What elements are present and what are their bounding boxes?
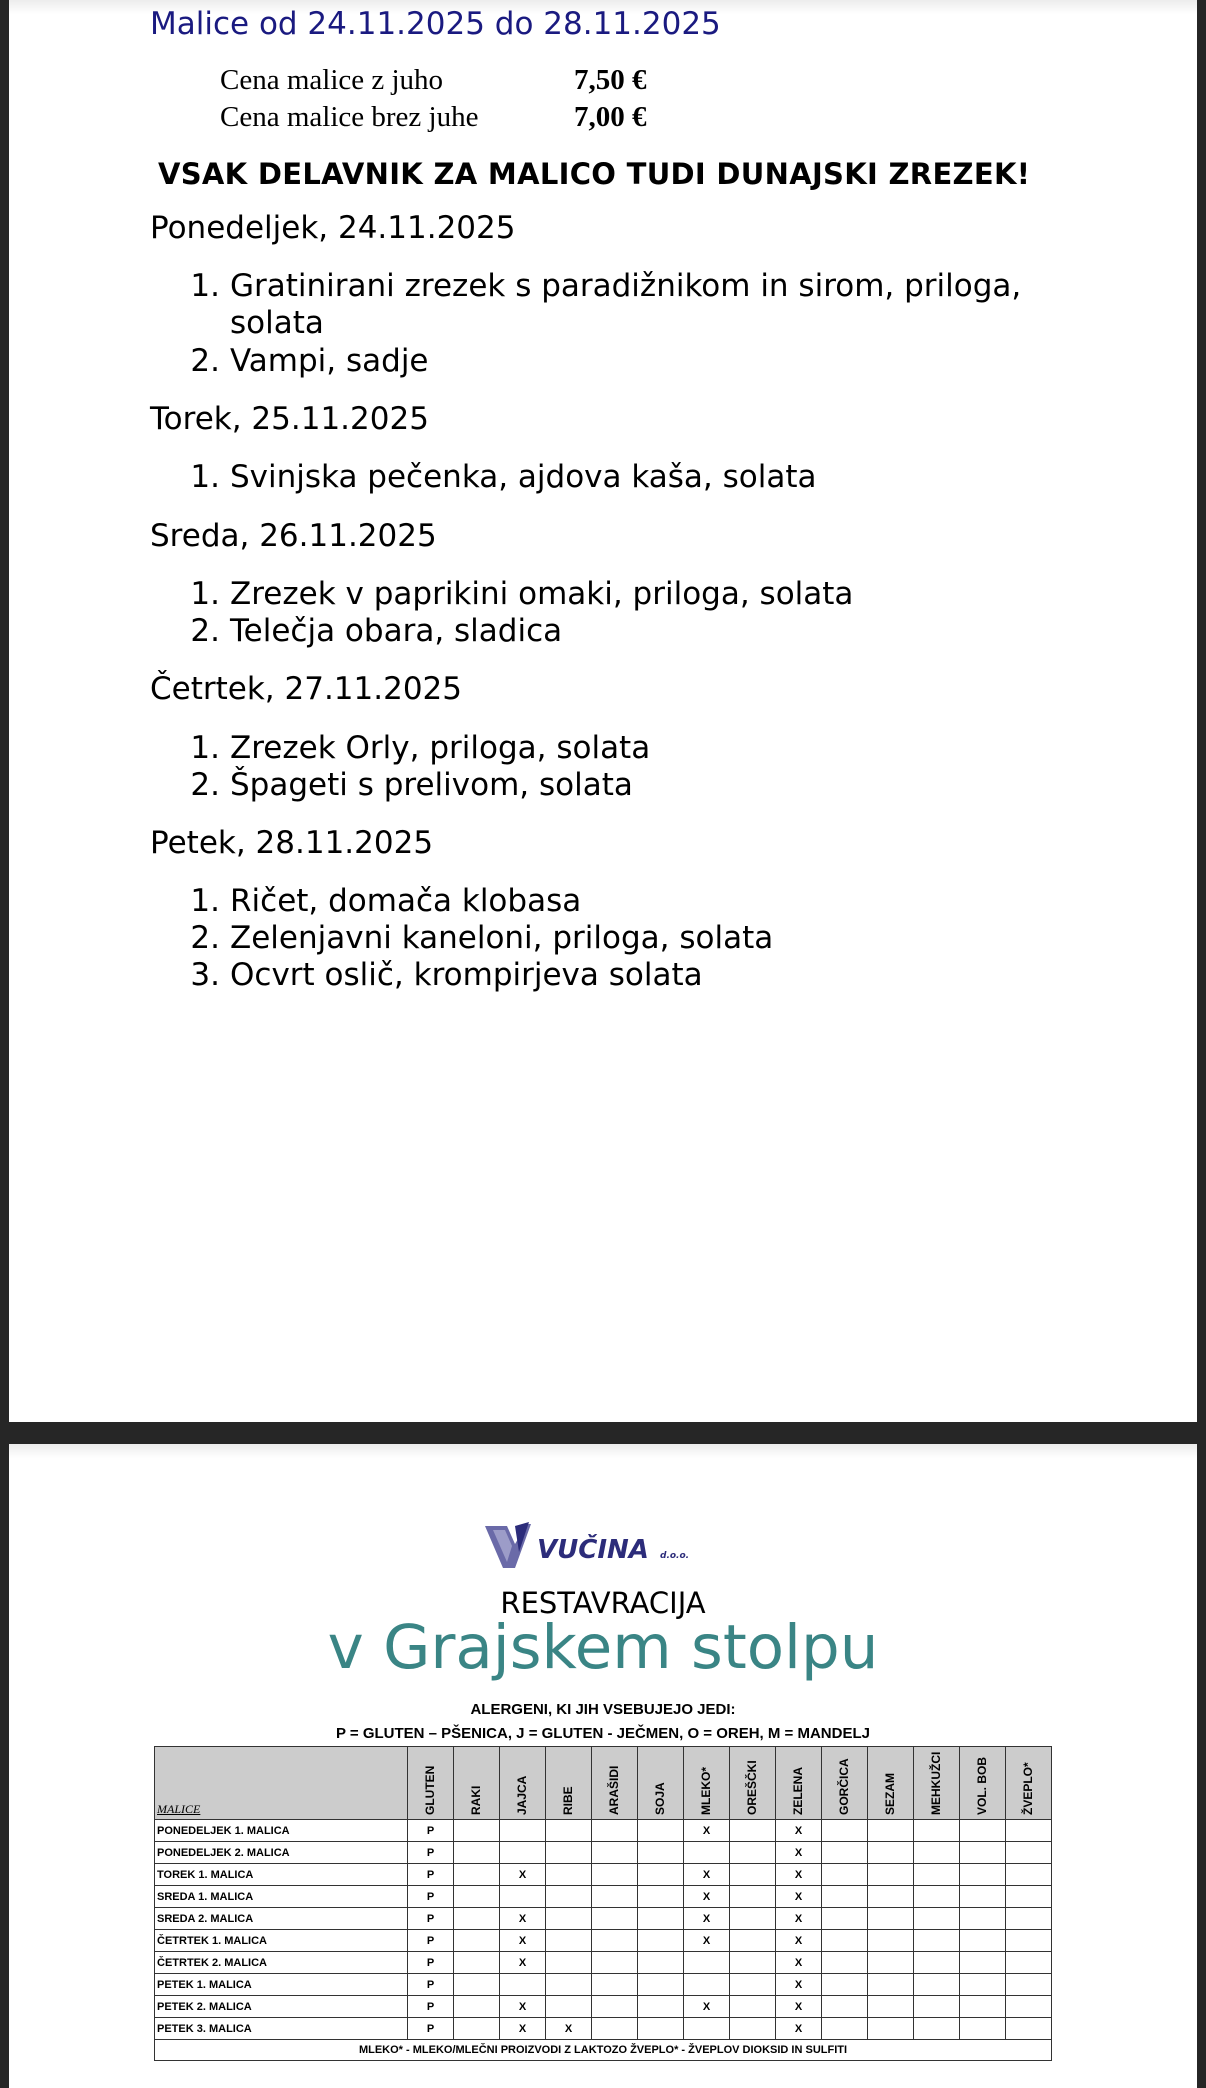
allergen-cell (868, 1842, 914, 1864)
allergen-cell: P (408, 1886, 454, 1908)
allergen-cell: X (776, 1974, 822, 1996)
allergen-cell (1006, 1930, 1052, 1952)
item-text: Špageti s prelivom, solata (230, 767, 633, 803)
allergen-cell (638, 1974, 684, 1996)
col-raki: RAKI (454, 1747, 500, 1820)
allergen-cell: X (776, 1930, 822, 1952)
allergen-cell: X (776, 1842, 822, 1864)
allergen-cell (454, 1820, 500, 1842)
allergen-cell (914, 1952, 960, 1974)
row-label: SREDA 2. MALICA (155, 1908, 408, 1930)
allergen-cell (914, 1820, 960, 1842)
row-label: SREDA 1. MALICA (155, 1886, 408, 1908)
allergen-cell (730, 1952, 776, 1974)
allergen-cell (546, 1842, 592, 1864)
allergen-cell: X (684, 1996, 730, 2018)
allergen-cell (822, 1908, 868, 1930)
col-sezam: SEZAM (868, 1747, 914, 1820)
item-text: Svinjska pečenka, ajdova kaša, solata (230, 459, 817, 495)
allergen-cell (454, 1930, 500, 1952)
allergen-cell: X (776, 1886, 822, 1908)
col-orescki: OREŠČKI (730, 1747, 776, 1820)
allergen-cell (822, 1974, 868, 1996)
allergen-cell: X (500, 1864, 546, 1886)
allergen-cell (868, 1952, 914, 1974)
item-text: Ričet, domača klobasa (230, 883, 582, 919)
allergen-cell (730, 1996, 776, 2018)
allergen-cell (684, 1974, 730, 1996)
allergen-cell (592, 1908, 638, 1930)
allergen-cell (546, 1952, 592, 1974)
allergen-cell: X (776, 1820, 822, 1842)
allergen-cell: X (500, 2018, 546, 2040)
allergen-cell (454, 2018, 500, 2040)
table-row (155, 1820, 1052, 1842)
allergen-cell (822, 1996, 868, 2018)
allergen-cell: X (684, 1864, 730, 1886)
allergen-cell (454, 1842, 500, 1864)
allergen-cell: X (500, 1908, 546, 1930)
allergen-cell (454, 1864, 500, 1886)
allergen-cell: P (408, 1996, 454, 2018)
allergen-cell (822, 1886, 868, 1908)
allergen-cell: X (500, 1952, 546, 1974)
col-arasidi: ARAŠIDI (592, 1747, 638, 1820)
allergen-cell (1006, 1820, 1052, 1842)
item-number: 1. (190, 883, 220, 919)
allergen-cell: X (684, 1820, 730, 1842)
allergen-cell (546, 1974, 592, 1996)
allergen-cell (592, 1886, 638, 1908)
allergen-cell (592, 1952, 638, 1974)
allergen-cell (1006, 1864, 1052, 1886)
allergen-cell (500, 1974, 546, 1996)
price-label: Cena malice z juho (220, 64, 444, 96)
allergen-cell (592, 1930, 638, 1952)
allergen-cell (546, 1886, 592, 1908)
allergen-table (154, 1746, 1052, 2061)
allergen-cell (546, 1930, 592, 1952)
item-text: Ocvrt oslič, krompirjeva solata (230, 957, 703, 993)
allergen-cell (638, 1842, 684, 1864)
allergen-cell (868, 1864, 914, 1886)
allergen-cell (638, 2018, 684, 2040)
allergen-cell (822, 1952, 868, 1974)
allergen-cell (1006, 1886, 1052, 1908)
allergen-cell (730, 1930, 776, 1952)
allergen-cell (914, 2018, 960, 2040)
item-number: 1. (190, 576, 220, 612)
allergen-cell (822, 1864, 868, 1886)
allergen-cell (960, 1842, 1006, 1864)
day-heading-friday: Petek, 28.11.2025 (150, 825, 434, 861)
item-number: 1. (190, 730, 220, 766)
allergen-cell (592, 2018, 638, 2040)
row-label: PONEDELJEK 2. MALICA (155, 1842, 408, 1864)
allergen-cell: P (408, 1842, 454, 1864)
price-with-soup (220, 64, 647, 97)
table-row (155, 1908, 1052, 1930)
restaurant-label: RESTAVRACIJA (500, 1586, 706, 1620)
item-text: Zrezek Orly, priloga, solata (230, 730, 651, 766)
item-number: 2. (190, 920, 220, 956)
allergen-cell (1006, 1974, 1052, 1996)
allergen-cell: P (408, 1952, 454, 1974)
allergen-cell (546, 1996, 592, 2018)
table-row (155, 1974, 1052, 1996)
allergen-cell (592, 1820, 638, 1842)
allergen-cell (684, 2018, 730, 2040)
allergen-cell: P (408, 1930, 454, 1952)
table-corner-label: MALICE (155, 1747, 408, 1820)
item-number: 1. (190, 459, 220, 495)
allergen-cell (454, 1908, 500, 1930)
row-label: ČETRTEK 2. MALICA (155, 1952, 408, 1974)
allergen-cell (960, 1996, 1006, 2018)
row-label: PETEK 2. MALICA (155, 1996, 408, 2018)
menu-title: Malice od 24.11.2025 do 28.11.2025 (150, 6, 721, 42)
table-row (155, 1864, 1052, 1886)
table-row (155, 2018, 1052, 2040)
allergen-cell (822, 2018, 868, 2040)
item-text: Gratinirani zrezek s paradižnikom in sirom, priloga, solata (230, 268, 1022, 341)
svg-text:VUČINA: VUČINA (537, 1535, 649, 1565)
allergen-cell (960, 1864, 1006, 1886)
price-label: Cena malice brez juhe (220, 101, 479, 133)
allergen-cell: X (546, 2018, 592, 2040)
allergen-cell: X (776, 1996, 822, 2018)
allergen-cell (730, 1820, 776, 1842)
allergen-cell (822, 1930, 868, 1952)
allergen-cell (592, 1996, 638, 2018)
allergen-cell (1006, 2018, 1052, 2040)
daily-notice: VSAK DELAVNIK ZA MALICO TUDI DUNAJSKI ZREZEK! (158, 157, 1031, 191)
page-shadow (9, 1444, 1197, 1458)
allergen-cell (822, 1820, 868, 1842)
row-label: PETEK 1. MALICA (155, 1974, 408, 1996)
allergen-cell (638, 1820, 684, 1842)
table-row (155, 1996, 1052, 2018)
col-vol-bob: VOL. BOB (960, 1747, 1006, 1820)
col-zveplo: ŽVEPLO* (1006, 1747, 1052, 1820)
footnote-row (155, 2040, 1052, 2061)
allergen-cell (914, 1930, 960, 1952)
allergen-cell (868, 1908, 914, 1930)
allergen-cell (546, 1908, 592, 1930)
allergen-cell (960, 2018, 1006, 2040)
allergen-cell (638, 1930, 684, 1952)
day-heading-wednesday: Sreda, 26.11.2025 (150, 518, 437, 554)
row-label: PONEDELJEK 1. MALICA (155, 1820, 408, 1842)
allergen-cell: X (500, 1996, 546, 2018)
allergen-cell (730, 1974, 776, 1996)
allergen-cell: X (776, 1908, 822, 1930)
allergen-cell (730, 1842, 776, 1864)
allergen-cell (960, 1908, 1006, 1930)
col-ribe: RIBE (546, 1747, 592, 1820)
allergen-cell (1006, 1996, 1052, 2018)
row-label: ČETRTEK 1. MALICA (155, 1930, 408, 1952)
table-row (155, 1842, 1052, 1864)
allergen-cell (500, 1886, 546, 1908)
allergen-cell (868, 1996, 914, 2018)
allergen-cell (592, 1864, 638, 1886)
allergen-cell (960, 1952, 1006, 1974)
allergen-cell (500, 1820, 546, 1842)
day-heading-monday: Ponedeljek, 24.11.2025 (150, 210, 516, 246)
allergen-cell (914, 1974, 960, 1996)
allergen-cell (638, 1908, 684, 1930)
item-number: 2. (190, 613, 220, 649)
allergen-cell (914, 1886, 960, 1908)
allergen-cell (960, 1886, 1006, 1908)
allergen-cell (638, 1864, 684, 1886)
price-value: 7,00 € (574, 101, 647, 133)
allergen-cell (684, 1952, 730, 1974)
col-gorcica: GORČICA (822, 1747, 868, 1820)
allergen-cell (638, 1996, 684, 2018)
price-without-soup (220, 101, 647, 134)
day-heading-thursday: Četrtek, 27.11.2025 (150, 671, 462, 707)
table-row (155, 1952, 1052, 1974)
item-text: Zelenjavni kaneloni, priloga, solata (230, 920, 774, 956)
allergen-cell (960, 1974, 1006, 1996)
allergen-cell (822, 1842, 868, 1864)
allergen-cell (454, 1886, 500, 1908)
menu-page-1 (9, 0, 1197, 1422)
table-row (155, 1930, 1052, 1952)
row-label: TOREK 1. MALICA (155, 1864, 408, 1886)
venue-name: v Grajskem stolpu (327, 1612, 879, 1683)
price-value: 7,50 € (574, 64, 647, 96)
allergen-cell: X (776, 1952, 822, 1974)
allergen-cell (1006, 1908, 1052, 1930)
col-mehkuzci: MEHKUŽCI (914, 1747, 960, 1820)
allergen-cell (868, 1930, 914, 1952)
allergen-cell (684, 1842, 730, 1864)
col-soja: SOJA (638, 1747, 684, 1820)
row-label: PETEK 3. MALICA (155, 2018, 408, 2040)
allergen-cell (868, 1974, 914, 1996)
allergen-cell: P (408, 1908, 454, 1930)
allergen-cell (868, 1820, 914, 1842)
allergen-cell (454, 1996, 500, 2018)
item-number: 3. (190, 957, 220, 993)
col-zelena: ZELENA (776, 1747, 822, 1820)
table-row (155, 1886, 1052, 1908)
allergen-cell (914, 1996, 960, 2018)
allergen-cell (592, 1842, 638, 1864)
allergen-cell: P (408, 1820, 454, 1842)
allergen-cell: X (684, 1930, 730, 1952)
allergen-cell (592, 1974, 638, 1996)
allergen-cell (500, 1842, 546, 1864)
allergen-cell (914, 1864, 960, 1886)
allergen-cell (730, 1864, 776, 1886)
allergen-cell: P (408, 1974, 454, 1996)
allergen-page (9, 1444, 1197, 2088)
svg-text:d.o.o.: d.o.o. (660, 1551, 690, 1561)
allergen-cell: X (684, 1908, 730, 1930)
allergen-cell: P (408, 1864, 454, 1886)
col-mleko: MLEKO* (684, 1747, 730, 1820)
allergen-title: ALERGENI, KI JIH VSEBUJEJO JEDI: (470, 1701, 736, 1718)
vucina-logo (485, 1522, 715, 1574)
item-number: 2. (190, 343, 220, 379)
allergen-cell (914, 1842, 960, 1864)
allergen-cell (546, 1820, 592, 1842)
col-jajca: JAJCA (500, 1747, 546, 1820)
allergen-cell: X (776, 2018, 822, 2040)
allergen-cell (960, 1820, 1006, 1842)
allergen-cell (730, 1886, 776, 1908)
allergen-cell (868, 1886, 914, 1908)
allergen-header-row (155, 1747, 1052, 1820)
allergen-cell (638, 1952, 684, 1974)
allergen-cell (868, 2018, 914, 2040)
allergen-cell: X (776, 1864, 822, 1886)
allergen-cell (638, 1886, 684, 1908)
allergen-cell (730, 2018, 776, 2040)
allergen-cell (454, 1974, 500, 1996)
allergen-cell: P (408, 2018, 454, 2040)
item-number: 2. (190, 767, 220, 803)
col-gluten: GLUTEN (408, 1747, 454, 1820)
item-text: Vampi, sadje (230, 343, 429, 379)
allergen-cell (960, 1930, 1006, 1952)
allergen-legend: P = GLUTEN – PŠENICA, J = GLUTEN - JEČMEN, O = OREH, M = MANDELJ (336, 1725, 870, 1742)
day-heading-tuesday: Torek, 25.11.2025 (150, 401, 429, 437)
item-number: 1. (190, 268, 220, 304)
allergen-cell (914, 1908, 960, 1930)
allergen-cell (1006, 1952, 1052, 1974)
item-text: Telečja obara, sladica (230, 613, 563, 649)
allergen-cell: X (500, 1930, 546, 1952)
allergen-footnote: MLEKO* - MLEKO/MLEČNI PROIZVODI Z LAKTOZO ŽVEPLO* - ŽVEPLOV DIOKSID IN SULFITI (155, 2040, 1052, 2061)
item-text: Zrezek v paprikini omaki, priloga, solata (230, 576, 854, 612)
allergen-cell (1006, 1842, 1052, 1864)
allergen-cell: X (684, 1886, 730, 1908)
allergen-cell (454, 1952, 500, 1974)
allergen-cell (546, 1864, 592, 1886)
allergen-cell (730, 1908, 776, 1930)
